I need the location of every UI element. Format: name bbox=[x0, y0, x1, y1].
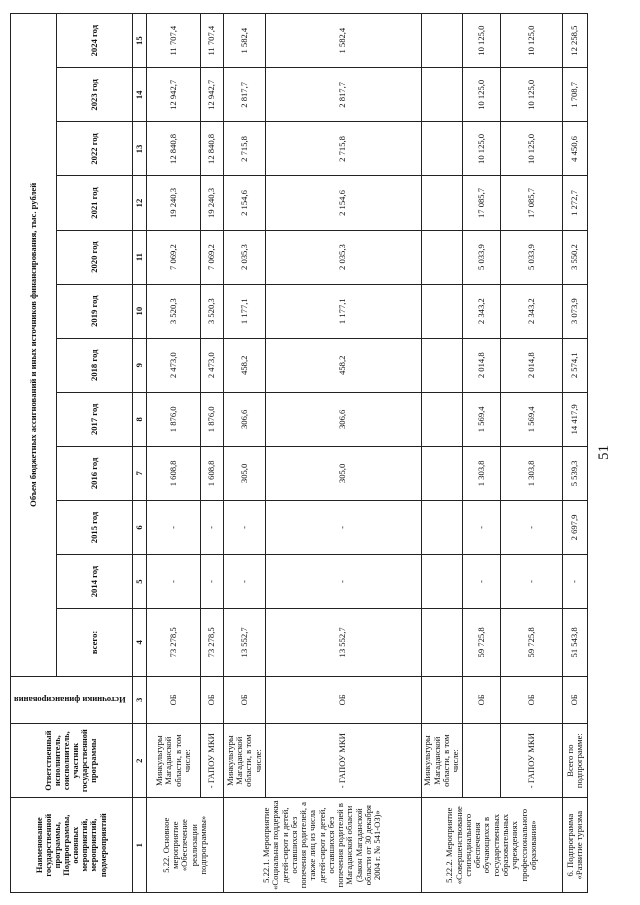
column-index: 12 bbox=[132, 176, 147, 230]
value-cell bbox=[421, 122, 463, 176]
column-index: 8 bbox=[132, 392, 147, 446]
value-cell: 1 569,4 bbox=[463, 392, 500, 446]
header-program-name: Наименование государственной программы, Подпрограммы, основных мероприятий, мероприятий, подмероприятий bbox=[11, 798, 133, 893]
column-index: 5 bbox=[132, 555, 147, 609]
value-cell bbox=[421, 500, 463, 554]
source-cell: ОБ bbox=[201, 676, 224, 723]
value-cell: 51 543,8 bbox=[562, 609, 587, 677]
column-index: 13 bbox=[132, 122, 147, 176]
value-cell: 12 942,7 bbox=[201, 68, 224, 122]
header-year: 2023 год bbox=[57, 68, 132, 122]
value-cell: 5 033,9 bbox=[500, 230, 562, 284]
financing-table bbox=[10, 13, 588, 893]
value-cell: - bbox=[463, 555, 500, 609]
column-index: 4 bbox=[132, 609, 147, 677]
value-cell: 10 125,0 bbox=[500, 68, 562, 122]
program-name-cell: 5.22.2. Мероприятие «Совершенствование стипендиального обеспечения обучающихся в государственных образовательных учреждениях профессионального образования» bbox=[421, 798, 562, 893]
value-cell: 1 177,1 bbox=[223, 284, 265, 338]
value-cell: 3 520,3 bbox=[201, 284, 224, 338]
column-index: 2 bbox=[132, 724, 147, 798]
column-index: 10 bbox=[132, 284, 147, 338]
value-cell: 1 708,7 bbox=[562, 68, 587, 122]
value-cell: 10 125,0 bbox=[500, 122, 562, 176]
program-name-cell: 5.22. Основное мероприятие «Обеспечение реализации подпрограммы» bbox=[147, 798, 224, 893]
value-cell: 4 450,6 bbox=[562, 122, 587, 176]
column-index: 11 bbox=[132, 230, 147, 284]
responsible-cell: Минкультуры Магаданской области, в том числе: bbox=[147, 724, 201, 798]
value-cell: 7 069,2 bbox=[201, 230, 224, 284]
value-cell bbox=[421, 68, 463, 122]
header-responsible: Ответственный исполнитель, соисполнитель, участник государственной программы bbox=[11, 724, 133, 798]
value-cell: 3 073,9 bbox=[562, 284, 587, 338]
value-cell: 1 569,4 bbox=[500, 392, 562, 446]
responsible-cell: - ГАПОУ МКИ bbox=[201, 724, 224, 798]
column-index: 7 bbox=[132, 446, 147, 500]
column-index: 9 bbox=[132, 338, 147, 392]
value-cell: 12 258,5 bbox=[562, 14, 587, 68]
value-cell: 19 240,3 bbox=[201, 176, 224, 230]
value-cell: 306,6 bbox=[223, 392, 265, 446]
value-cell: 305,0 bbox=[265, 446, 421, 500]
responsible-cell bbox=[463, 724, 500, 798]
column-index-row bbox=[132, 14, 147, 893]
value-cell: 2 697,9 bbox=[562, 500, 587, 554]
source-cell: ОБ bbox=[147, 676, 201, 723]
value-cell: 3 550,2 bbox=[562, 230, 587, 284]
header-source: Источники финансирования bbox=[14, 695, 126, 706]
header-year: 2014 год bbox=[57, 555, 132, 609]
header-year: 2024 год bbox=[57, 14, 132, 68]
source-cell: ОБ bbox=[500, 676, 562, 723]
value-cell: 1 303,8 bbox=[463, 446, 500, 500]
value-cell: - bbox=[147, 555, 201, 609]
header-volume: Объем бюджетных ассигнований и иных источников финансирования, тыс. рублей bbox=[11, 14, 57, 677]
value-cell: 1 582,4 bbox=[223, 14, 265, 68]
program-name-cell: 5.22.1. Мероприятие «Социальная поддержка детей-сирот и детей, оставшихся без попечения родителей, а также лиц из числа детей-сирот и детей, оставшихся без попечения родителей в Магаданской области (Закон Магаданской области от 30 декабря 2004 г. № 541-ОЗ)» bbox=[223, 798, 421, 893]
value-cell: 458,2 bbox=[265, 338, 421, 392]
table-row bbox=[223, 14, 265, 893]
value-cell: 2 817,7 bbox=[265, 68, 421, 122]
header-year: 2019 год bbox=[57, 284, 132, 338]
value-cell: 2 035,3 bbox=[223, 230, 265, 284]
table-row bbox=[463, 14, 500, 893]
value-cell: 1 876,0 bbox=[201, 392, 224, 446]
responsible-cell: Минкультуры Магаданской области, в том числе: bbox=[421, 724, 463, 798]
page-number: 51 bbox=[596, 445, 612, 460]
value-cell: - bbox=[500, 500, 562, 554]
value-cell: 17 085,7 bbox=[500, 176, 562, 230]
value-cell: 2 035,3 bbox=[265, 230, 421, 284]
source-cell: ОБ bbox=[463, 676, 500, 723]
value-cell: 2 343,2 bbox=[463, 284, 500, 338]
value-cell: 73 278,5 bbox=[201, 609, 224, 677]
value-cell: 1 608,8 bbox=[201, 446, 224, 500]
column-index: 3 bbox=[132, 676, 147, 723]
responsible-cell: - ГАПОУ МКИ bbox=[500, 724, 562, 798]
source-cell bbox=[421, 676, 463, 723]
value-cell: - bbox=[223, 555, 265, 609]
value-cell: 14 417,9 bbox=[562, 392, 587, 446]
source-cell: ОБ bbox=[562, 676, 587, 723]
column-index: 14 bbox=[132, 68, 147, 122]
value-cell: 11 707,4 bbox=[147, 14, 201, 68]
value-cell: 10 125,0 bbox=[463, 68, 500, 122]
value-cell bbox=[421, 446, 463, 500]
value-cell: 10 125,0 bbox=[463, 122, 500, 176]
table-row bbox=[265, 14, 421, 893]
value-cell: 2 014,8 bbox=[463, 338, 500, 392]
value-cell bbox=[421, 176, 463, 230]
value-cell: - bbox=[265, 555, 421, 609]
value-cell: 12 942,7 bbox=[147, 68, 201, 122]
value-cell: - bbox=[147, 500, 201, 554]
value-cell: 7 069,2 bbox=[147, 230, 201, 284]
value-cell: 19 240,3 bbox=[147, 176, 201, 230]
value-cell bbox=[421, 555, 463, 609]
source-cell: ОБ bbox=[223, 676, 265, 723]
value-cell: 1 272,7 bbox=[562, 176, 587, 230]
value-cell: 2 154,6 bbox=[223, 176, 265, 230]
value-cell bbox=[421, 609, 463, 677]
value-cell: 1 608,8 bbox=[147, 446, 201, 500]
value-cell: - bbox=[201, 500, 224, 554]
responsible-cell: Минкультуры Магаданской области, в том числе: bbox=[223, 724, 265, 798]
value-cell: 2 014,8 bbox=[500, 338, 562, 392]
header-year: 2015 год bbox=[57, 500, 132, 554]
column-index: 6 bbox=[132, 500, 147, 554]
value-cell: 2 343,2 bbox=[500, 284, 562, 338]
responsible-cell: - ГАПОУ МКИ bbox=[265, 724, 421, 798]
value-cell: 59 725,8 bbox=[463, 609, 500, 677]
column-index: 15 bbox=[132, 14, 147, 68]
value-cell: - bbox=[201, 555, 224, 609]
value-cell: 1 177,1 bbox=[265, 284, 421, 338]
value-cell: 10 125,0 bbox=[500, 14, 562, 68]
table-row bbox=[201, 14, 224, 893]
value-cell: - bbox=[500, 555, 562, 609]
value-cell: 1 303,8 bbox=[500, 446, 562, 500]
value-cell bbox=[421, 284, 463, 338]
value-cell: 2 473,0 bbox=[147, 338, 201, 392]
value-cell bbox=[421, 338, 463, 392]
header-year: 2020 год bbox=[57, 230, 132, 284]
column-index: 1 bbox=[132, 798, 147, 893]
table-row bbox=[421, 14, 463, 893]
value-cell: 458,2 bbox=[223, 338, 265, 392]
header-source-cell bbox=[11, 676, 133, 723]
value-cell bbox=[421, 230, 463, 284]
header-year: 2017 год bbox=[57, 392, 132, 446]
value-cell: 5 033,9 bbox=[463, 230, 500, 284]
value-cell bbox=[421, 14, 463, 68]
responsible-cell: Всего по подпрограмме: bbox=[562, 724, 587, 798]
header-total: всего: bbox=[57, 609, 132, 677]
value-cell: 13 552,7 bbox=[265, 609, 421, 677]
value-cell: 5 539,3 bbox=[562, 446, 587, 500]
value-cell: 11 707,4 bbox=[201, 14, 224, 68]
value-cell: 17 085,7 bbox=[463, 176, 500, 230]
value-cell: - bbox=[463, 500, 500, 554]
value-cell: 305,0 bbox=[223, 446, 265, 500]
table-row bbox=[562, 14, 587, 893]
value-cell bbox=[421, 392, 463, 446]
value-cell: 306,6 bbox=[265, 392, 421, 446]
value-cell: 12 840,8 bbox=[201, 122, 224, 176]
header-year: 2021 год bbox=[57, 176, 132, 230]
value-cell: - bbox=[265, 500, 421, 554]
value-cell: 1 876,0 bbox=[147, 392, 201, 446]
value-cell: 3 520,3 bbox=[147, 284, 201, 338]
value-cell: 10 125,0 bbox=[463, 14, 500, 68]
value-cell: 2 154,6 bbox=[265, 176, 421, 230]
value-cell: 2 817,7 bbox=[223, 68, 265, 122]
program-name-cell: 6. Подпрограмма «Развитие туризма bbox=[562, 798, 587, 893]
header-year: 2022 год bbox=[57, 122, 132, 176]
value-cell: 2 715,8 bbox=[265, 122, 421, 176]
header-row-1 bbox=[11, 14, 57, 893]
header-year: 2016 год bbox=[57, 446, 132, 500]
table-row bbox=[147, 14, 201, 893]
value-cell: - bbox=[562, 555, 587, 609]
source-cell: ОБ bbox=[265, 676, 421, 723]
value-cell: 2 715,8 bbox=[223, 122, 265, 176]
value-cell: 13 552,7 bbox=[223, 609, 265, 677]
value-cell: 2 574,1 bbox=[562, 338, 587, 392]
value-cell: 12 840,8 bbox=[147, 122, 201, 176]
value-cell: - bbox=[223, 500, 265, 554]
value-cell: 59 725,8 bbox=[500, 609, 562, 677]
table-row bbox=[500, 14, 562, 893]
value-cell: 2 473,0 bbox=[201, 338, 224, 392]
value-cell: 73 278,5 bbox=[147, 609, 201, 677]
header-year: 2018 год bbox=[57, 338, 132, 392]
value-cell: 1 582,4 bbox=[265, 14, 421, 68]
